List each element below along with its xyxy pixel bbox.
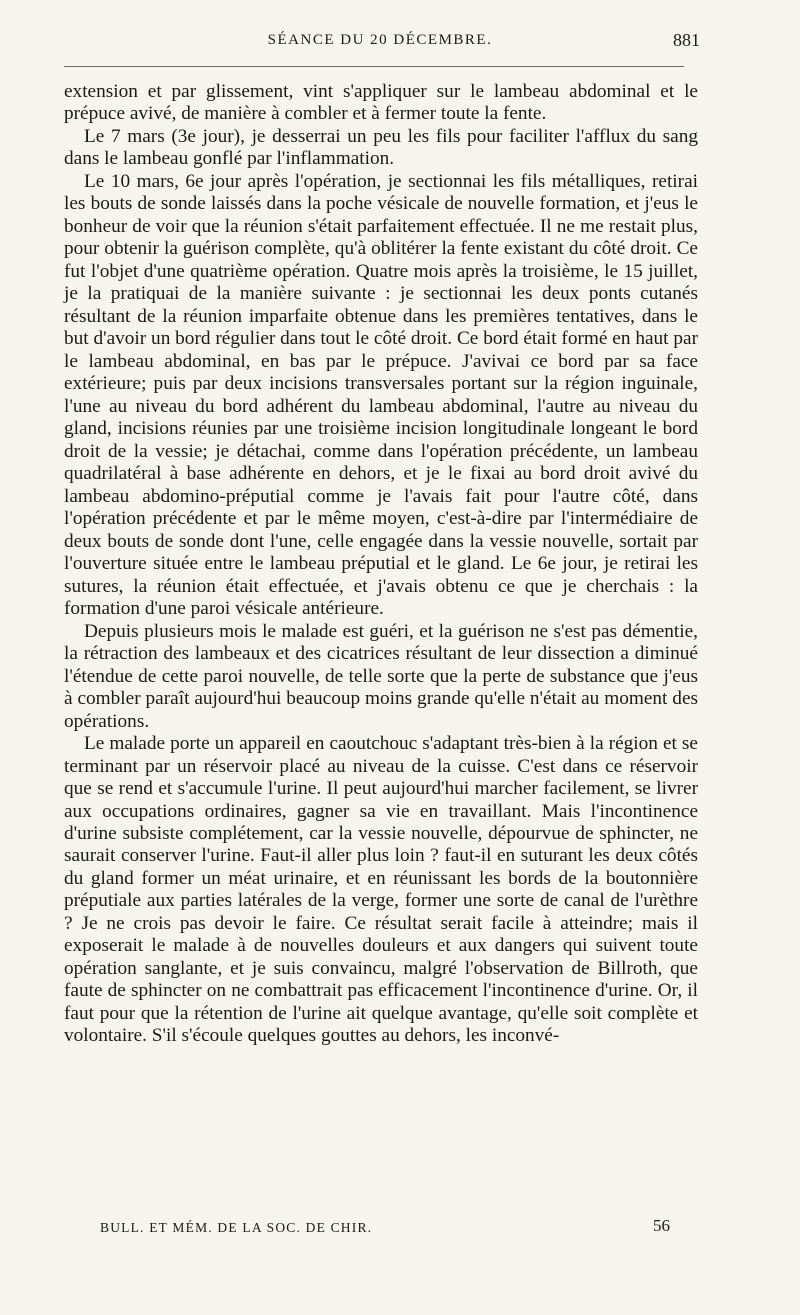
footer-journal-title: BULL. ET MÉM. DE LA SOC. DE CHIR. [100, 1220, 373, 1235]
header-rule [64, 66, 684, 67]
paragraph: Le malade porte un appareil en caoutchouc s'adaptant très-bien à la région et se terminant par un réservoir placé au niveau de la cuisse. C'est dans ce réservoir que se rend et s'accumule l'urine. Il peut aujourd'hui marcher facilement, se livrer aux occupations ordinaires, gagner sa vie en travaillant. Mais l'incontinence d'urine subsiste complétement, car la vessie nouvelle, dépourvue de sphincter, ne saurait conserver l'urine. Faut-il aller plus loin ? faut-il en suturant les deux côtés du gland former un méat urinaire, et en réunissant les bords de la boutonnière préputiale aux parties latérales de la verge, former une sorte de canal de l'urèthre ? Je ne crois pas devoir le faire. Ce résultat serait facile à atteindre; mais il exposerait le malade à de nouvelles douleurs et aux dangers qui suivent toute opération sanglante, et je suis convaincu, malgré l'observation de Billroth, que faute de sphincter on ne combattrait pas efficacement l'incontinence d'urine. Or, il faut pour que la rétention de l'urine ait quelque avantage, qu'elle soit complète et volontaire. S'il s'écoule quelques gouttes au dehors, les inconvé- [64, 733, 698, 1047]
running-head [60, 26, 700, 56]
signature-mark: 56 [653, 1216, 670, 1235]
paragraph: Le 10 mars, 6e jour après l'opération, je sectionnai les fils métalliques, retirai les bouts de sonde laissés dans la poche vésicale de nouvelle formation, et j'eus le bonheur de voir que la réunion s'était parfaitement effectuée. Il ne me restait plus, pour obtenir la guérison complète, qu'à oblitérer la fente existant du côté droit. Ce fut l'objet d'une quatrième opération. Quatre mois après la troisième, le 15 juillet, je la pratiquai de la manière suivante : je sectionnai les deux ponts cutanés résultant de la réunion imparfaite obtenue dans les premières tentatives, dans le but d'avoir un bord régulier dans tout le côté droit. Ce bord était formé en haut par le lambeau abdominal, en bas par le prépuce. J'avivai ce bord par sa face extérieure; puis par deux incisions transversales portant sur la région inguinale, l'une au niveau du bord adhérent du lambeau abdominal, l'autre au niveau du gland, incisions réunies par une troisième incision longitudinale longeant le bord droit de la vessie; je détachai, comme dans l'opération précédente, un lambeau quadrilatéral à base adhérente en dehors, et je le fixai au bord droit avivé du lambeau abdomino-préputial comme je l'avais fait pour l'autre côté, dans l'opération précédente et par le même moyen, c'est-à-dire par l'intermédiaire de deux bouts de sonde dont l'une, celle engagée dans la vessie nouvelle, sortait par l'ouverture située entre le lambeau préputial et le gland. Le 6e jour, je retirai les sutures, la réunion était effectuée, et j'avais obtenu ce que je cherchais : la formation d'une paroi vésicale antérieure. [64, 170, 698, 620]
paragraph: Depuis plusieurs mois le malade est guéri, et la guérison ne s'est pas démentie, la rétraction des lambeaux et des cicatrices résultant de leur dissection a diminué l'étendue de cette paroi nouvelle, de telle sorte que la perte de substance que j'eus à combler paraît aujourd'hui beaucoup moins grande qu'elle n'était au moment des opérations. [64, 620, 698, 732]
body-text [64, 81, 698, 1048]
page-footer [100, 1216, 670, 1240]
running-head-title: SÉANCE DU 20 DÉCEMBRE. [267, 32, 493, 48]
paragraph-continuation: extension et par glissement, vint s'appliquer sur le lambeau abdominal et le prépuce avivé, de manière à combler et à fermer toute la fente. [64, 81, 698, 125]
page-number: 881 [673, 30, 700, 50]
paragraph: Le 7 mars (3e jour), je desserrai un peu les fils pour faciliter l'afflux du sang dans le lambeau gonflé par l'inflammation. [64, 125, 698, 170]
